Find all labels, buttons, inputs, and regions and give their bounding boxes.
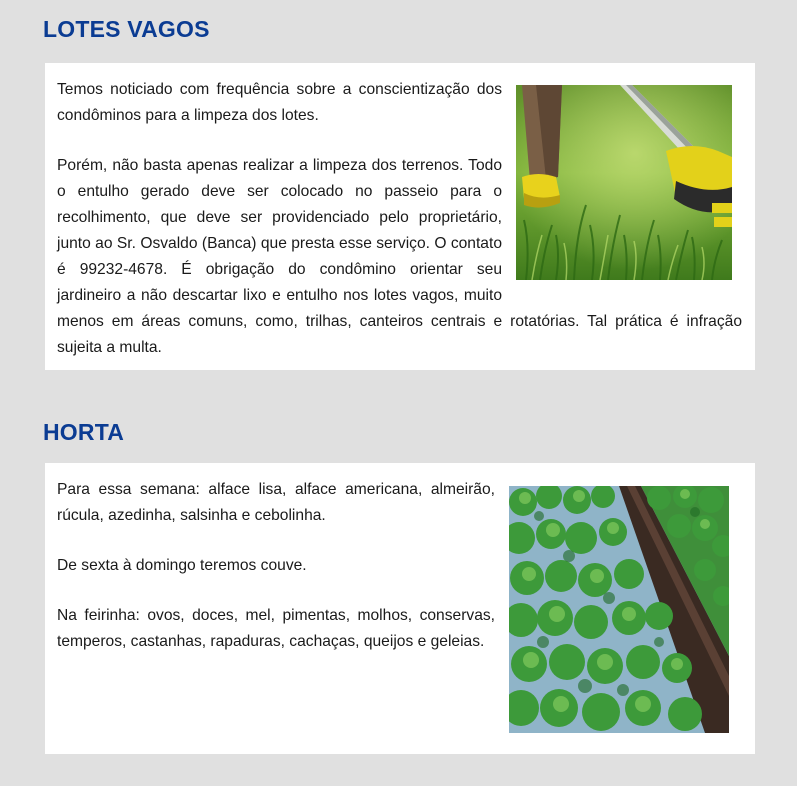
horta-card [45,463,755,754]
lotes-vagos-card [45,63,755,370]
lettuce-garden-photo [509,486,729,733]
grass-trimmer-photo [516,85,732,280]
section-title-lotes-vagos: LOTES VAGOS [43,16,210,42]
horta-paragraph-3: Na feirinha: ovos, doces, mel, pimentas, molhos, conservas, temperos, castanhas, rapaduras, cachaças, queijos e geleias. [57,607,495,650]
horta-paragraph-1: Para essa semana: alface lisa, alface americana, almeirão, rúcula, azedinha, salsinha e cebolinha. [57,481,495,524]
lotes-paragraph-2: Porém, não basta apenas realizar a limpeza dos terrenos. Todo o entulho gerado deve ser colocado no passeio para o recolhimento, que deve ser providenciado pelo proprietário, junto ao Sr. Osvaldo (Banca) que presta esse serviço. O contato é 99232-4678. É obrigação do condômino orientar seu jardineiro a não descartar lixo e entulho nos lotes vagos, muito menos em áreas comuns, como, trilhas, canteiros centrais e rotatórias. Tal prática é infração sujeita a multa. [57,157,742,356]
lotes-paragraph-1: Temos noticiado com frequência sobre a conscientização dos condôminos para a limpeza dos lotes. [57,81,502,124]
horta-paragraph-2: De sexta à domingo teremos couve. [57,557,307,574]
section-title-horta: HORTA [43,419,125,445]
